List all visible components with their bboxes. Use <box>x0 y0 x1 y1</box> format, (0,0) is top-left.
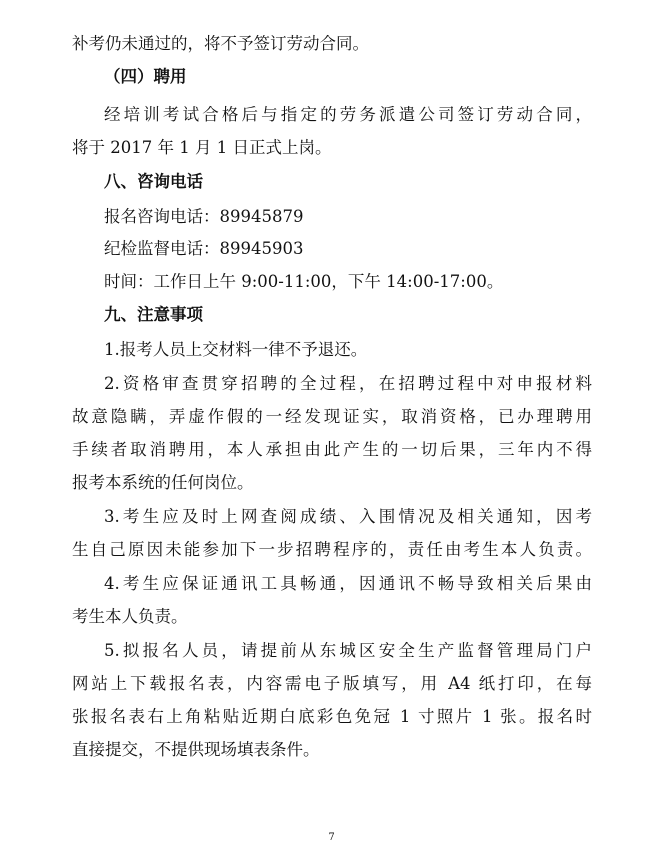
section-heading-notes: 九、注意事项 <box>104 305 203 324</box>
note-item: 2.资格审查贯穿招聘的全过程，在招聘过程中对申报材料 <box>104 374 592 393</box>
text-line: 经培训考试合格后与指定的劳务派遣公司签订劳动合同， <box>104 105 592 124</box>
text-line: 将于 2017 年 1 月 1 日正式上岗。 <box>72 138 332 157</box>
note-item: 3.考生应及时上网查阅成绩、入围情况及相关通知，因考 <box>104 507 592 526</box>
note-item: 4.考生应保证通讯工具畅通，因通讯不畅导致相关后果由 <box>104 574 592 593</box>
note-item: 5.拟报名人员，请提前从东城区安全生产监督管理局门户 <box>104 641 592 660</box>
text-line: 补考仍未通过的，将不予签订劳动合同。 <box>72 34 369 53</box>
text-line: 报考本系统的任何岗位。 <box>72 473 254 492</box>
text-line: 直接提交，不提供现场填表条件。 <box>72 740 320 759</box>
note-item: 1.报考人员上交材料一律不予退还。 <box>104 340 368 359</box>
office-hours: 时间：工作日上午 9:00-11:00，下午 14:00-17:00。 <box>104 272 504 291</box>
text-line: 故意隐瞒，弄虚作假的一经发现证实，取消资格，已办理聘用 <box>72 407 592 426</box>
text-line: 张报名表右上角粘贴近期白底彩色免冠 1 寸照片 1 张。报名时 <box>72 707 592 726</box>
section-heading-employment: （四）聘用 <box>104 67 187 86</box>
supervision-phone: 纪检监督电话：89945903 <box>104 239 304 258</box>
text-line: 网站上下载报名表，内容需电子版填写，用 A4 纸打印，在每 <box>72 674 592 693</box>
text-line: 生自己原因未能参加下一步招聘程序的，责任由考生本人负责。 <box>72 540 592 559</box>
registration-phone: 报名咨询电话：89945879 <box>104 207 304 226</box>
page-number: 7 <box>328 832 335 843</box>
text-line: 考生本人负责。 <box>72 607 188 626</box>
text-line: 手续者取消聘用，本人承担由此产生的一切后果，三年内不得 <box>72 440 592 459</box>
section-heading-contact-phone: 八、咨询电话 <box>104 172 203 191</box>
